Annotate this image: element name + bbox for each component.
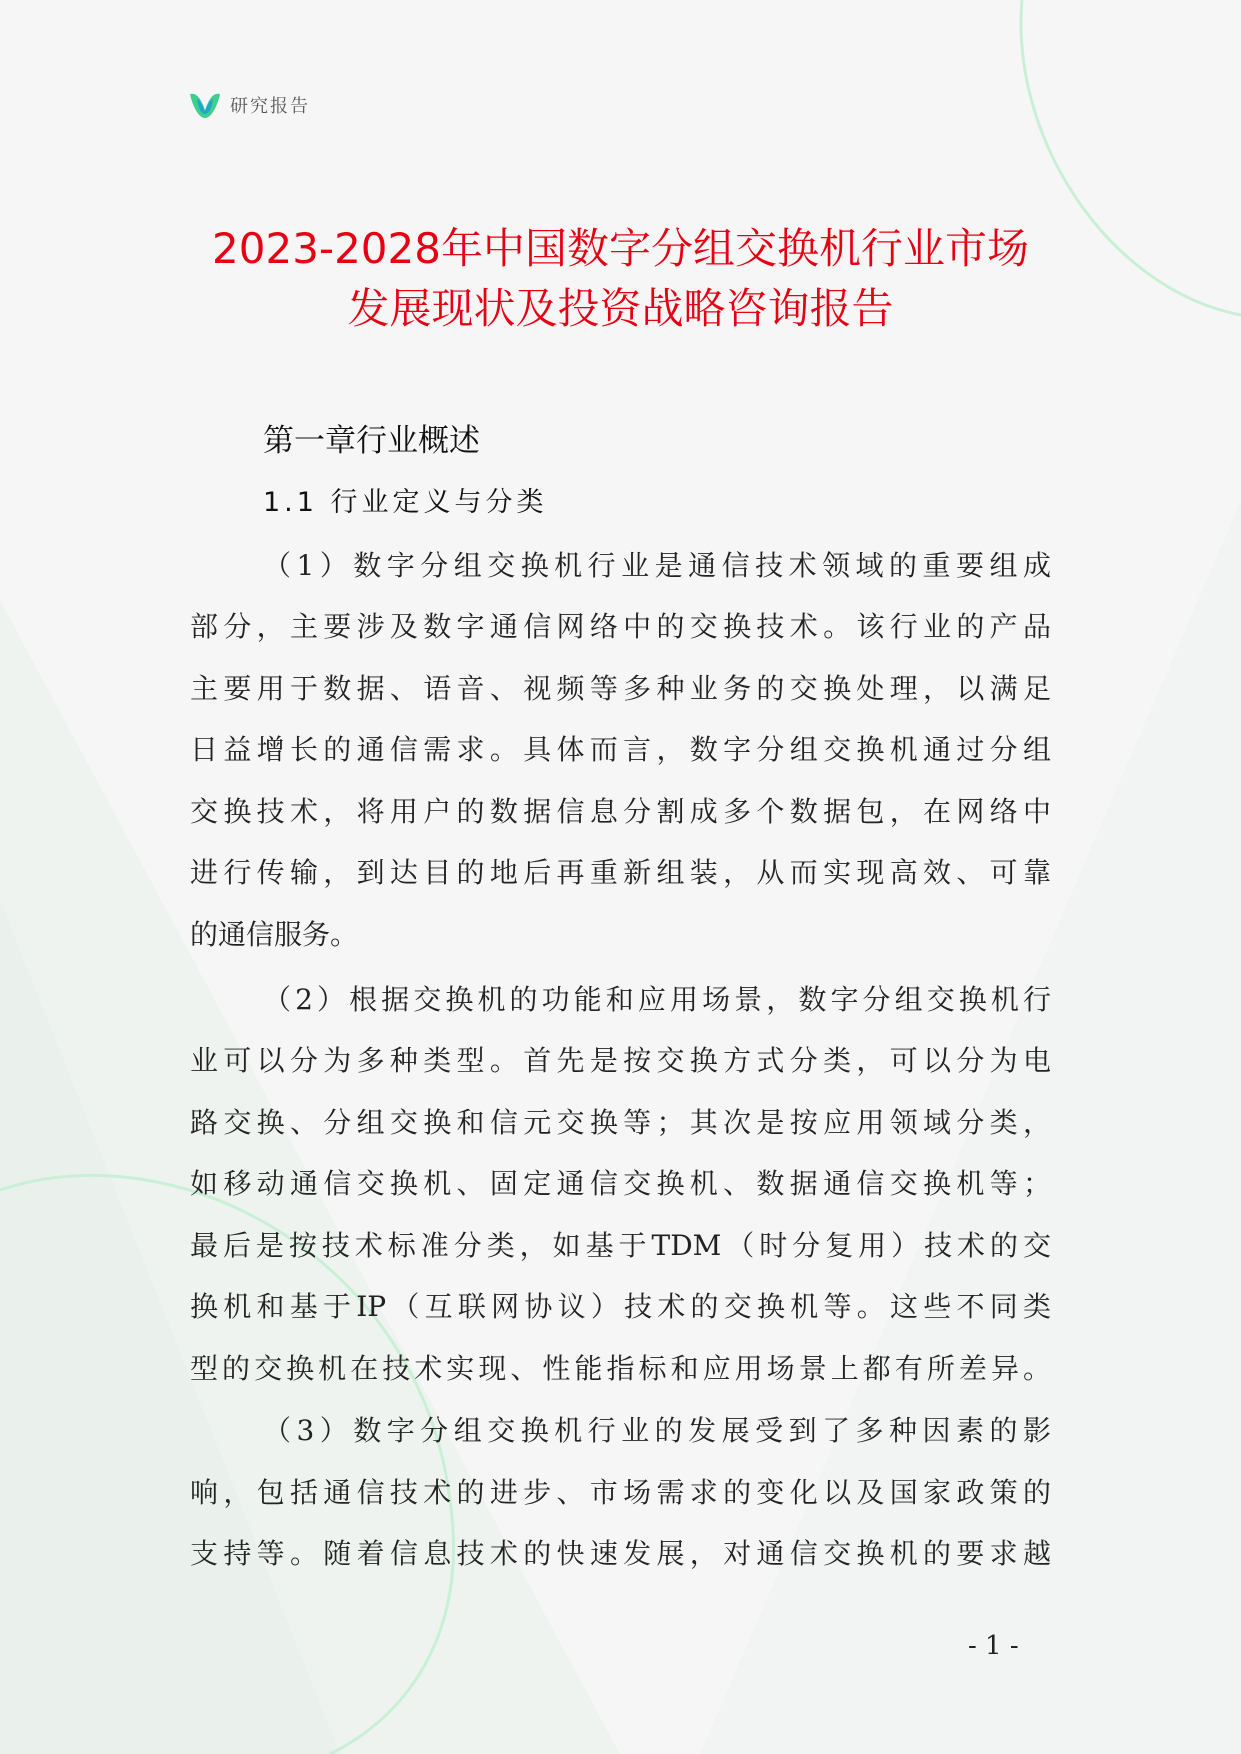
paragraph-line: （1）数字分组交换机行业是通信技术领域的重要组成 [263,549,1051,582]
paragraph-line: 进行传输，到达目的地后再重新组装，从而实现高效、可靠 [190,856,1051,889]
paragraph-line: 换机和基于IP（互联网协议）技术的交换机等。这些不同类 [190,1290,1051,1323]
document-header [188,88,310,122]
paragraph-line: 响，包括通信技术的进步、市场需求的变化以及国家政策的 [190,1476,1051,1509]
paragraph-line: 部分，主要涉及数字通信网络中的交换技术。该行业的产品 [190,610,1051,643]
logo-icon [188,90,222,120]
paragraph-line: 最后是按技术标准分类，如基于TDM（时分复用）技术的交 [190,1229,1051,1262]
page-number: - 1 - [968,1631,1019,1661]
chapter-heading: 第一章行业概述 [263,423,480,459]
paragraph-line: 型的交换机在技术实现、性能指标和应用场景上都有所差异。 [190,1352,1051,1385]
paragraph-line: 支持等。随着信息技术的快速发展，对通信交换机的要求越 [190,1537,1051,1570]
paragraph-line: 日益增长的通信需求。具体而言，数字分组交换机通过分组 [190,733,1051,766]
report-title-line-1: 2023-2028年中国数字分组交换机行业市场 [212,224,1029,273]
paragraph-line: 路交换、分组交换和信元交换等；其次是按应用领域分类， [190,1106,1051,1139]
paragraph-line: 交换技术，将用户的数据信息分割成多个数据包，在网络中 [190,795,1051,828]
report-title-line-2: 发展现状及投资战略咨询报告 [347,284,894,333]
paragraph-line: 的通信服务。 [190,918,359,951]
paragraph-line: 主要用于数据、语音、视频等多种业务的交换处理，以满足 [190,672,1051,705]
paragraph-line: （3）数字分组交换机行业的发展受到了多种因素的影 [263,1414,1051,1447]
paragraph-line: 业可以分为多种类型。首先是按交换方式分类，可以分为电 [190,1044,1051,1077]
header-label: 研究报告 [230,96,310,117]
paragraph-line: 如移动通信交换机、固定通信交换机、数据通信交换机等； [190,1167,1051,1200]
paragraph-line: （2）根据交换机的功能和应用场景，数字分组交换机行 [263,983,1051,1016]
section-heading: 1.1 行业定义与分类 [263,487,548,518]
